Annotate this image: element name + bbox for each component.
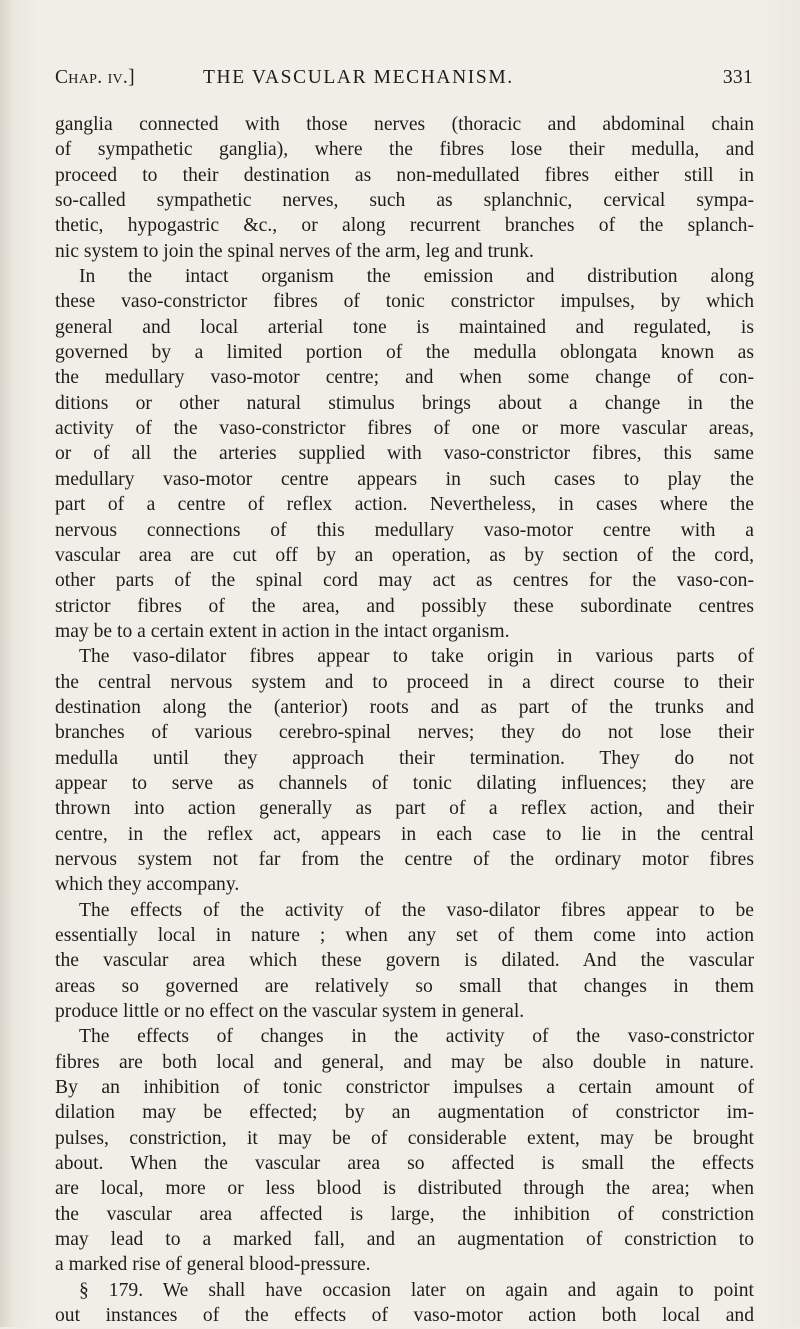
text-line: areas so governed are relatively so small that changes in them bbox=[55, 975, 754, 997]
running-header bbox=[55, 67, 753, 97]
text-line: thetic, hypogastric &c., or along recurrent branches of the splanch- bbox=[55, 215, 754, 237]
text-line: about. When the vascular area so affected is small the effects bbox=[55, 1153, 754, 1175]
text-line: medullary vaso-motor centre appears in such cases to play the bbox=[55, 468, 754, 490]
text-line: part of a centre of reflex action. Nevertheless, in cases where the bbox=[55, 494, 754, 516]
text-line: governed by a limited portion of the medulla oblongata known as bbox=[55, 342, 754, 364]
text-line: ganglia connected with those nerves (thoracic and abdominal chain bbox=[55, 114, 754, 135]
text-line: branches of various cerebro-spinal nerves; they do not lose their bbox=[55, 722, 754, 744]
text-line: ditions or other natural stimulus brings about a change in the bbox=[55, 392, 754, 414]
text-line: § 179. We shall have occasion later on again and again to point bbox=[79, 1279, 754, 1301]
text-line: vascular area are cut off by an operation, as by section of the cord, bbox=[55, 544, 754, 566]
text-line: out instances of the effects of vaso-motor action both local and bbox=[55, 1305, 754, 1327]
text-line: nervous system not far from the centre of the ordinary motor fibres bbox=[55, 848, 754, 870]
text-line: the medullary vaso-motor centre; and when some change of con- bbox=[55, 367, 754, 389]
text-line: thrown into action generally as part of a reflex action, and their bbox=[55, 798, 754, 820]
text-line: dilation may be effected; by an augmentation of constrictor im- bbox=[55, 1102, 754, 1124]
text-line: activity of the vaso-constrictor fibres of one or more vascular areas, bbox=[55, 418, 754, 440]
text-line: appear to serve as channels of tonic dilating influences; they are bbox=[55, 772, 754, 794]
text-line: are local, more or less blood is distributed through the area; when bbox=[55, 1178, 754, 1200]
text-line: fibres are both local and general, and may be also double in nature. bbox=[55, 1051, 754, 1073]
text-line: In the intact organism the emission and distribution along bbox=[79, 266, 754, 288]
text-line: The vaso-dilator fibres appear to take origin in various parts of bbox=[79, 646, 754, 668]
text-line: essentially local in nature ; when any set of them come into action bbox=[55, 925, 754, 946]
text-line: centre, in the reflex act, appears in each case to lie in the central bbox=[55, 823, 754, 845]
text-line: By an inhibition of tonic constrictor impulses a certain amount of bbox=[55, 1077, 754, 1099]
running-title: THE VASCULAR MECHANISM. bbox=[203, 67, 514, 88]
text-line: strictor fibres of the area, and possibly these subordinate centres bbox=[55, 595, 754, 617]
body-text bbox=[55, 112, 754, 1329]
text-line: nic system to join the spinal nerves of the arm, leg and trunk. bbox=[55, 240, 534, 262]
text-line: may lead to a marked fall, and an augmentation of constriction to bbox=[55, 1229, 754, 1251]
text-line: The effects of changes in the activity of the vaso-constrictor bbox=[79, 1026, 754, 1048]
text-line: the vascular area which these govern is dilated. And the vascular bbox=[55, 950, 754, 972]
text-line: general and local arterial tone is maintained and regulated, is bbox=[55, 316, 754, 338]
text-line: other parts of the spinal cord may act as centres for the vaso-con- bbox=[55, 570, 754, 592]
text-line: proceed to their destination as non-medullated fibres either still in bbox=[55, 164, 754, 186]
page-number: 331 bbox=[722, 67, 753, 88]
text-line: the vascular area affected is large, the inhibition of constriction bbox=[55, 1203, 754, 1225]
text-line: medulla until they approach their termination. They do not bbox=[55, 747, 754, 769]
text-line: pulses, constriction, it may be of considerable extent, may be brought bbox=[55, 1127, 754, 1149]
text-line: produce little or no effect on the vascular system in general. bbox=[55, 1001, 525, 1023]
text-line: of sympathetic ganglia), where the fibres lose their medulla, and bbox=[55, 139, 754, 161]
text-line: nervous connections of this medullary vaso-motor centre with a bbox=[55, 519, 754, 541]
text-line: or of all the arteries supplied with vaso-constrictor fibres, this same bbox=[55, 443, 754, 465]
text-line: The effects of the activity of the vaso-dilator fibres appear to be bbox=[79, 899, 754, 921]
text-line: so-called sympathetic nerves, such as splanchnic, cervical sympa- bbox=[55, 190, 754, 212]
text-line: these vaso-constrictor fibres of tonic constrictor impulses, by which bbox=[55, 291, 754, 313]
text-line: may be to a certain extent in action in the intact organism. bbox=[55, 620, 510, 642]
chapter-label: Chap. iv.] bbox=[55, 67, 135, 88]
text-line: a marked rise of general blood-pressure. bbox=[55, 1254, 371, 1276]
text-line: the central nervous system and to proceed in a direct course to their bbox=[55, 671, 754, 693]
text-line: destination along the (anterior) roots and as part of the trunks and bbox=[55, 696, 754, 718]
text-line: which they accompany. bbox=[55, 874, 240, 896]
